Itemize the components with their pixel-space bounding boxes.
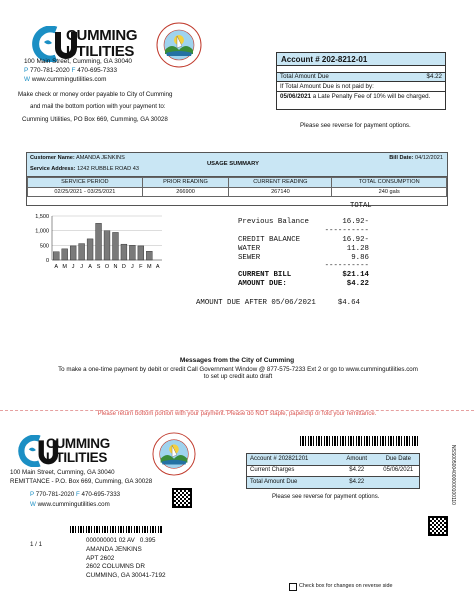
stub-mail-sequence: 000000001 02 AV: [86, 537, 135, 544]
addressee-street: 2602 COLUMNS DR: [86, 563, 145, 571]
logo-line-2: UTILITIES: [66, 43, 135, 60]
messages-body: To make a one-time payment by debit or credit Call Government Window @ 877-575-7233 Ext 2 or go to www.cummingutilities.com to set up credit auto draft: [58, 366, 418, 381]
reverse-note-top: Please see reverse for payment options.: [300, 122, 411, 129]
stub-reverse-note: Please see reverse for payment options.: [272, 494, 380, 500]
stub-table-header: [247, 454, 419, 466]
current-reading: 267140: [229, 187, 332, 197]
late-text: a Late Penalty Fee of 10% will be charged.: [312, 93, 431, 101]
stub-page-count: 1 / 1: [30, 541, 43, 548]
header-phone-fax: [24, 67, 117, 75]
chart-x-tick-label: M: [62, 264, 67, 270]
chart-bar: [70, 246, 76, 260]
late-date: 05/06/2021: [280, 93, 311, 101]
amount-due-label: AMOUNT DUE:: [238, 280, 287, 289]
fax-number: 470-695-7333: [77, 67, 118, 74]
late-penalty-line: [277, 92, 445, 101]
usage-bar-chart: [18, 212, 168, 276]
instructions-line-2: and mail the bottom portion with your payment to:: [30, 103, 166, 110]
bill-date-line: [389, 155, 443, 162]
logo-line-1: CUMMING: [66, 27, 138, 44]
stub-web-label: W: [30, 501, 36, 508]
chart-y-tick-label: 1,500: [35, 214, 49, 220]
stub-qr-code-right: [428, 516, 448, 536]
usage-row: [28, 187, 447, 197]
dashes-2: ----------: [324, 262, 369, 271]
customer-line: [30, 155, 125, 162]
chart-bar: [104, 231, 110, 260]
total-due-label: Total Amount Due: [280, 73, 329, 81]
col-service-period: SERVICE PERIOD: [28, 178, 143, 188]
summary-total-header: TOTAL: [350, 202, 372, 210]
chart-x-tick-label: F: [139, 264, 143, 270]
addressee-apt: APT 2602: [86, 554, 115, 562]
water-amount: 11.28: [346, 244, 369, 253]
bill-date: 04/12/2021: [415, 155, 443, 161]
col-prior-reading: PRIOR READING: [142, 178, 229, 188]
stub-current-charges-amount: $4.22: [349, 467, 365, 474]
amount-due-after-row: [196, 299, 360, 308]
prior-reading: 266900: [142, 187, 229, 197]
customer-label: Customer Name:: [30, 155, 75, 161]
city-seal-icon: [156, 22, 202, 68]
addressee-name: AMANDA JENKINS: [86, 546, 142, 553]
chart-x-tick-label: D: [121, 264, 126, 270]
chart-bar: [138, 246, 144, 260]
col-current-reading: CURRENT READING: [229, 178, 332, 188]
sewer-label: SEWER: [238, 253, 261, 262]
chart-x-tick-label: N: [113, 264, 118, 270]
total-due-row: [277, 72, 445, 82]
stub-total-due-amount: $4.22: [349, 478, 365, 485]
chart-x-tick-label: M: [147, 264, 152, 270]
chart-y-tick-label: 0: [45, 258, 49, 264]
stub-remittance: REMITTANCE - P.O. Box 669, Cumming, GA 30028: [10, 478, 153, 485]
chart-bar: [87, 239, 93, 260]
stub-vertical-code: NSS005004000000100110: [450, 445, 456, 505]
tear-note: Please return bottom portion with your payment. Please do NOT staple, paperclip or fold your remittance.: [97, 411, 377, 417]
account-number: Account # 202-8212-01: [277, 53, 445, 66]
messages-title: Messages from the City of Cumming: [179, 357, 295, 364]
amount-due-after-label: AMOUNT DUE AFTER 05/06/2021: [196, 299, 316, 307]
stub-postal-barcode: [70, 526, 162, 533]
fax-label: F: [71, 67, 76, 74]
chart-bar: [62, 249, 68, 260]
chart-y-tick-label: 500: [39, 243, 49, 250]
stub-total-due-label: Total Amount Due: [250, 478, 298, 485]
stub-phone-fax: [30, 491, 120, 498]
chart-x-tick-label: J: [71, 264, 75, 270]
usage-table: [27, 177, 447, 197]
chart-x-tick-label: J: [131, 264, 134, 270]
chart-x-tick-label: S: [96, 264, 101, 270]
chart-x-tick-label: A: [88, 264, 92, 270]
stub-phone: 770-781-2020: [35, 491, 75, 498]
phone-label: P: [24, 67, 29, 74]
stub-website-link[interactable]: www.cummingutilities.com: [37, 501, 110, 508]
service-line: [30, 166, 139, 173]
stub-vertical-code-wrap: [448, 445, 456, 515]
credit-balance: 16.92-: [342, 235, 369, 244]
web-label: W: [24, 76, 31, 83]
previous-balance: 16.92-: [342, 218, 369, 226]
stub-total-due-row: [247, 477, 419, 488]
service-period: 02/25/2021 - 03/25/2021: [28, 187, 143, 197]
stub-current-charges-row: [247, 466, 419, 477]
address-change-checkbox[interactable]: [289, 583, 297, 591]
addressee-city: CUMMING, GA 30041-7192: [86, 571, 166, 579]
service-label: Service Address:: [30, 166, 76, 172]
usage-header-row: [28, 178, 447, 188]
bill-date-label: Bill Date:: [389, 155, 414, 161]
stub-current-charges-due: 05/06/2021: [383, 467, 414, 474]
dashes-1: ----------: [324, 226, 369, 235]
stub-web: [30, 501, 110, 508]
billing-summary: [236, 218, 371, 289]
stub-amount-header: Amount: [346, 455, 368, 462]
address-change-label: Check box for changes on reverse side: [299, 583, 393, 589]
account-box: [276, 52, 446, 110]
total-due-value: $4.22: [426, 73, 442, 81]
stub-logo-line-1: CUMMING: [46, 436, 110, 451]
phone-number: 770-781-2020: [29, 67, 70, 74]
sewer-amount: 9.86: [351, 253, 369, 262]
credit-balance-label: CREDIT BALANCE: [238, 235, 301, 244]
chart-bar: [146, 251, 152, 260]
stub-amount-table: [246, 453, 420, 489]
chart-bar: [129, 245, 135, 260]
stub-qr-code: [172, 488, 192, 508]
not-paid-text: If Total Amount Due is not paid by:: [277, 82, 445, 92]
header-address: 100 Main Street, Cumming, GA 30040: [24, 58, 132, 65]
amount-due: $4.22: [346, 280, 369, 289]
stub-phone-label: P: [30, 491, 35, 498]
stub-city-seal-icon: [152, 432, 196, 476]
chart-x-tick-label: A: [155, 264, 160, 270]
stub-fax: 470-695-7333: [81, 491, 121, 498]
chart-x-tick-label: A: [54, 264, 59, 270]
chart-y-tick-label: 1,000: [35, 228, 49, 235]
header-web: [24, 76, 106, 84]
stub-address: 100 Main Street, Cumming, GA 30040: [10, 469, 115, 476]
chart-bar: [113, 232, 119, 260]
water-label: WATER: [238, 244, 261, 253]
stub-account-number: Account # 202821201: [250, 455, 309, 462]
chart-bar: [79, 244, 85, 260]
stub-addressee: [86, 546, 166, 581]
chart-bar: [96, 223, 102, 260]
stub-logo-line-2: UTILITIES: [46, 450, 108, 465]
usage-summary-box: [26, 152, 448, 206]
instructions-line-3: Cumming Utilities, PO Box 669, Cumming, GA 30028: [22, 116, 168, 123]
stub-current-charges-label: Current Charges: [250, 467, 295, 474]
stub-top-barcode: [300, 436, 418, 446]
stub-logo: [16, 435, 146, 469]
current-bill-label: CURRENT BILL: [238, 271, 292, 280]
chart-x-tick-label: J: [80, 264, 83, 270]
chart-bar: [121, 244, 127, 260]
chart-bar: [53, 252, 59, 260]
website-link[interactable]: www.cummingutilities.com: [31, 76, 107, 83]
col-total-consumption: TOTAL CONSUMPTION: [332, 178, 447, 188]
stub-mail-code: 0.395: [139, 537, 156, 544]
current-bill: $21.14: [342, 271, 369, 280]
usage-summary-title: USAGE SUMMARY: [207, 161, 259, 167]
stub-due-date-header: Due Date: [385, 455, 411, 462]
stub-fax-label: F: [76, 491, 80, 498]
total-consumption: 240 gals: [332, 187, 447, 197]
service-address: 1242 RUBBLE ROAD 43: [77, 166, 139, 172]
customer-name: AMANDA JENKINS: [76, 155, 125, 161]
chart-x-tick-label: O: [104, 264, 110, 270]
previous-balance-label: Previous Balance: [238, 218, 309, 226]
stub-mail-line: [86, 537, 155, 544]
instructions-line-1: Make check or money order payable to City of Cumming: [18, 91, 173, 98]
amount-due-after: $4.64: [337, 299, 360, 307]
